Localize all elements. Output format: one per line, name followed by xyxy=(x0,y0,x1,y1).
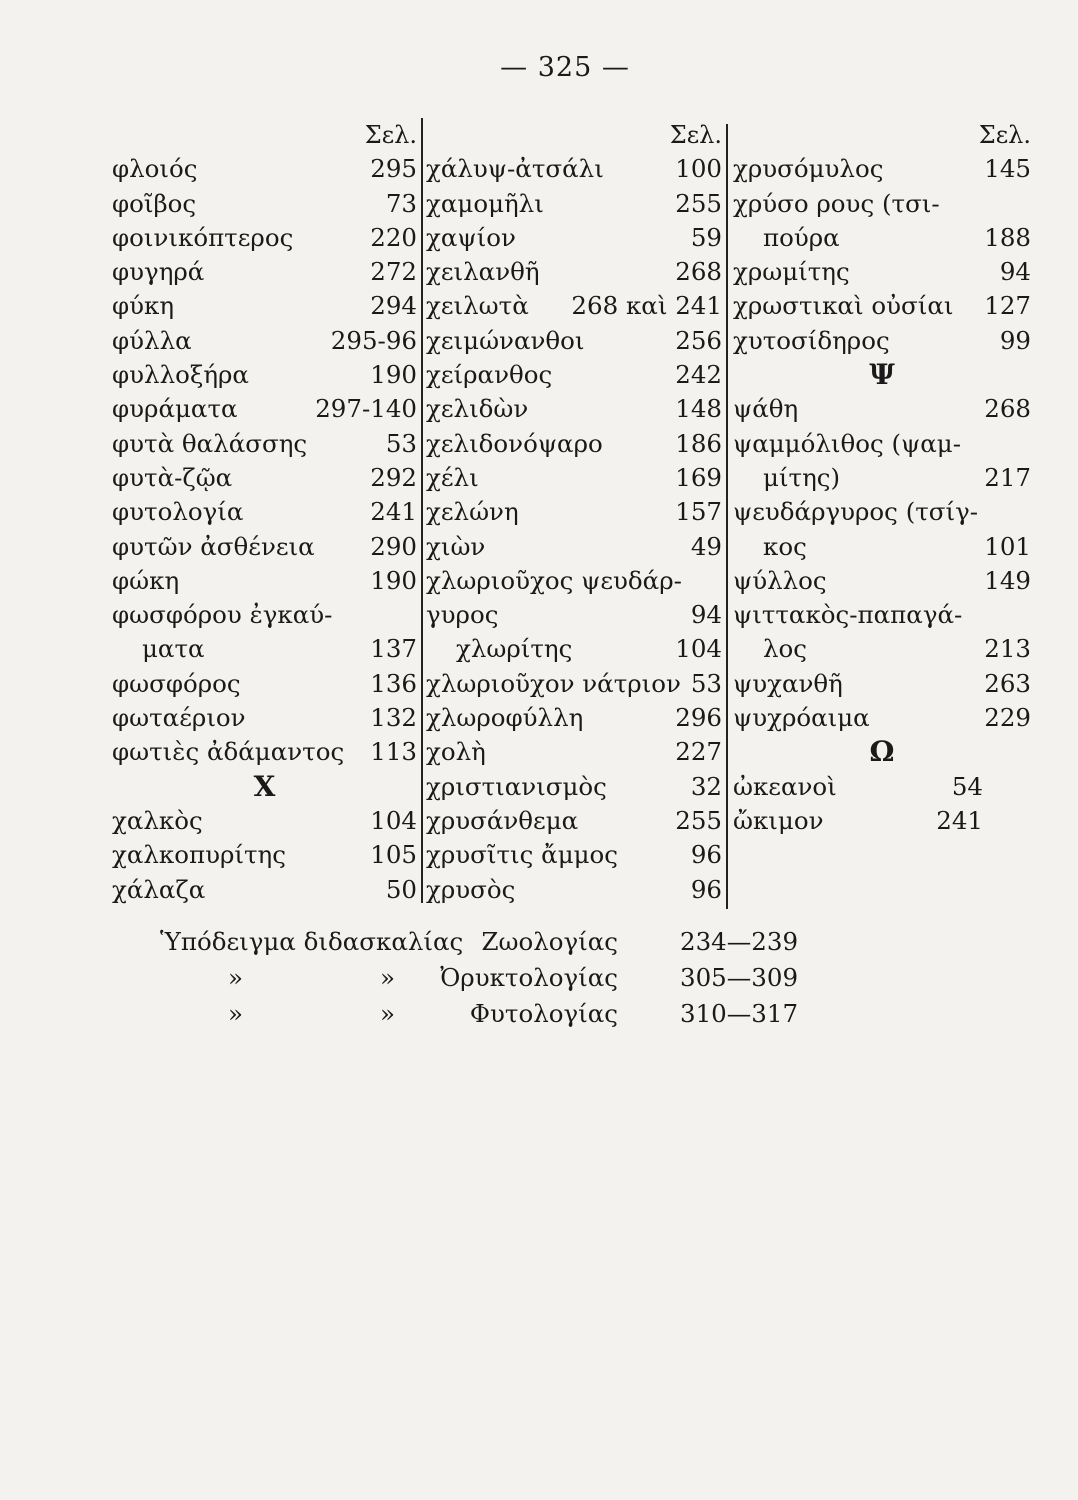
index-entry xyxy=(733,770,1031,804)
entry-page: 272 xyxy=(370,257,417,287)
entry-term: φυτὰ θαλάσσης xyxy=(112,428,308,458)
entry-term: χλωρίτης xyxy=(456,634,573,664)
section-heading xyxy=(733,358,1031,392)
column-divider-2 xyxy=(726,124,728,909)
entry-page: 169 xyxy=(675,462,722,492)
index-entry xyxy=(733,427,1031,461)
index-entry xyxy=(426,392,722,426)
entry-term: χελιδὼν xyxy=(426,394,529,424)
column-divider-1 xyxy=(421,118,423,903)
entry-term: χειλωτὰ xyxy=(426,291,529,321)
index-entry xyxy=(426,701,722,735)
entry-term: ψαμμόλιθος (ψαμ- xyxy=(733,428,962,458)
index-entry xyxy=(426,358,722,392)
index-entry xyxy=(733,221,1031,255)
entry-page: 113 xyxy=(370,737,417,767)
entry-page: 268 xyxy=(984,394,1031,424)
index-entry xyxy=(112,667,417,701)
footnote-row xyxy=(0,997,1078,1031)
index-column-3 xyxy=(733,118,1031,838)
page-column-label: Σελ. xyxy=(978,121,1031,149)
entry-term: ψύλλος xyxy=(733,565,827,595)
entry-term: μίτης) xyxy=(763,462,841,492)
entry-term: κος xyxy=(763,531,807,561)
index-entry xyxy=(426,564,722,598)
entry-page: 94 xyxy=(999,257,1031,287)
entry-page: 263 xyxy=(984,668,1031,698)
entry-term: χρυσὸς xyxy=(426,874,516,904)
entry-term: φυτῶν ἀσθένεια xyxy=(112,531,315,561)
entry-term: χαμομῆλι xyxy=(426,188,544,218)
entry-term: φυλλοξήρα xyxy=(112,360,249,390)
entry-page: 220 xyxy=(370,222,417,252)
section-letter: Ω xyxy=(869,735,895,769)
entry-term: χαλκοπυρίτης xyxy=(112,840,286,870)
entry-page: 229 xyxy=(984,703,1031,733)
entry-term: χρυσῖτις ἄμμος xyxy=(426,840,619,870)
entry-term: φώκη xyxy=(112,565,180,595)
entry-term: φωσφόρος xyxy=(112,668,241,698)
entry-term: ψυχανθῆ xyxy=(733,668,843,698)
index-entry xyxy=(112,187,417,221)
entry-term: ὠκεανοὶ xyxy=(733,771,837,801)
entry-page: 96 xyxy=(690,874,722,904)
entry-page: 217 xyxy=(984,462,1031,492)
entry-page: 132 xyxy=(370,703,417,733)
entry-term: πούρα xyxy=(763,222,840,252)
index-entry xyxy=(112,392,417,426)
entry-term: χλωριοῦχος ψευδάρ- xyxy=(426,565,682,595)
index-entry xyxy=(733,255,1031,289)
entry-term: χείρανθος xyxy=(426,360,553,390)
entry-term: λος xyxy=(763,634,807,664)
entry-term: χριστιανισμὸς xyxy=(426,771,607,801)
entry-term: χυτοσίδηρος xyxy=(733,325,890,355)
entry-term: γυρος xyxy=(426,600,499,630)
entry-page: 148 xyxy=(675,394,722,424)
entry-page: 59 xyxy=(690,222,722,252)
index-entry xyxy=(733,804,1031,838)
entry-page: 104 xyxy=(675,634,722,664)
entry-term: χλωριοῦχον νάτριον xyxy=(426,668,681,698)
index-entry xyxy=(112,838,417,872)
entry-term: φυτὰ-ζῷα xyxy=(112,462,233,492)
entry-term: φυράματα xyxy=(112,394,238,424)
entry-page: 99 xyxy=(999,325,1031,355)
entry-term: χλωροφύλλη xyxy=(426,703,584,733)
entry-page: 255 xyxy=(675,188,722,218)
entry-page: 256 xyxy=(675,325,722,355)
column-header xyxy=(112,118,417,152)
entry-page: 227 xyxy=(675,737,722,767)
entry-page: 242 xyxy=(675,360,722,390)
index-entry xyxy=(733,564,1031,598)
entry-term: χέλι xyxy=(426,462,479,492)
index-entry xyxy=(426,187,722,221)
entry-page: 136 xyxy=(370,668,417,698)
index-entry xyxy=(112,461,417,495)
entry-page: 296 xyxy=(675,703,722,733)
index-entry xyxy=(112,804,417,838)
entry-page: 53 xyxy=(385,428,417,458)
entry-term: χάλαζα xyxy=(112,874,206,904)
index-entry xyxy=(112,735,417,769)
entry-term: ψιττακὸς-παπαγά- xyxy=(733,600,963,630)
index-entry xyxy=(733,392,1031,426)
entry-term: ματα xyxy=(142,634,205,664)
entry-page: 268 καὶ 241 xyxy=(571,291,722,321)
entry-page: 100 xyxy=(675,154,722,184)
entry-term: ψάθη xyxy=(733,394,799,424)
footnote-subject: Ὀρυκτολογίας xyxy=(440,963,618,992)
index-entry xyxy=(733,632,1031,666)
footnote-intro: Ὑπόδειγμα διδασκαλίας xyxy=(160,927,464,956)
entry-page: 127 xyxy=(984,291,1031,321)
entry-page: 255 xyxy=(675,805,722,835)
entry-term: ὤκιμον xyxy=(733,805,824,835)
entry-term: φυτολογία xyxy=(112,497,244,527)
footnote-page-range: 305—309 xyxy=(680,963,799,992)
entry-page: 241 xyxy=(936,805,983,835)
index-entry xyxy=(112,152,417,186)
entry-term: χελώνη xyxy=(426,497,519,527)
ditto-mark: » xyxy=(380,999,395,1028)
teaching-examples-footnote xyxy=(0,925,1078,1035)
index-entry xyxy=(733,187,1031,221)
entry-page: 213 xyxy=(984,634,1031,664)
entry-term: φύκη xyxy=(112,291,175,321)
entry-term: φωταέριον xyxy=(112,703,246,733)
entry-term: χρύσο ρους (τσι- xyxy=(733,188,940,218)
index-entry xyxy=(426,735,722,769)
index-entry xyxy=(733,461,1031,495)
entry-page: 190 xyxy=(370,360,417,390)
section-letter: Χ xyxy=(253,769,276,803)
index-entry xyxy=(733,324,1031,358)
index-entry xyxy=(733,289,1031,323)
entry-page: 94 xyxy=(690,600,722,630)
index-column-1 xyxy=(112,118,417,907)
entry-term: χρωστικαὶ οὐσίαι xyxy=(733,291,954,321)
entry-term: φλοιός xyxy=(112,154,198,184)
entry-page: 290 xyxy=(370,531,417,561)
entry-term: φωσφόρου ἐγκαύ- xyxy=(112,600,333,630)
index-entry xyxy=(733,667,1031,701)
index-entry xyxy=(733,701,1031,735)
index-entry xyxy=(733,530,1031,564)
section-heading xyxy=(733,735,1031,769)
entry-page: 241 xyxy=(370,497,417,527)
index-entry xyxy=(112,427,417,461)
entry-term: ψευδάργυρος (τσίγ- xyxy=(733,497,979,527)
entry-page: 105 xyxy=(370,840,417,870)
footnote-page-range: 234—239 xyxy=(680,927,799,956)
index-entry xyxy=(426,427,722,461)
index-column-2 xyxy=(426,118,722,941)
entry-term: χαψίον xyxy=(426,222,516,252)
entry-term: χρυσάνθεμα xyxy=(426,805,579,835)
index-entry xyxy=(112,289,417,323)
entry-term: χειμώνανθοι xyxy=(426,325,585,355)
entry-term: φυγηρά xyxy=(112,257,205,287)
entry-term: χολὴ xyxy=(426,737,486,767)
entry-term: φύλλα xyxy=(112,325,192,355)
index-entry xyxy=(112,358,417,392)
index-entry xyxy=(426,530,722,564)
index-entry xyxy=(112,495,417,529)
entry-page: 186 xyxy=(675,428,722,458)
index-entry xyxy=(426,667,722,701)
index-entry xyxy=(426,461,722,495)
index-entry xyxy=(733,598,1031,632)
entry-page: 295 xyxy=(370,154,417,184)
page-column-label: Σελ. xyxy=(364,121,417,149)
section-letter: Ψ xyxy=(869,358,895,392)
entry-page: 190 xyxy=(370,565,417,595)
index-entry xyxy=(112,701,417,735)
ditto-mark: » xyxy=(228,999,243,1028)
index-entry xyxy=(112,564,417,598)
index-entry xyxy=(426,324,722,358)
entry-page: 73 xyxy=(385,188,417,218)
ditto-mark: » xyxy=(380,963,395,992)
entry-page: 54 xyxy=(951,771,983,801)
entry-page: 295-96 xyxy=(330,325,417,355)
entry-page: 50 xyxy=(385,874,417,904)
index-entry xyxy=(426,804,722,838)
index-entry xyxy=(112,598,417,632)
entry-page: 292 xyxy=(370,462,417,492)
entry-page: 53 xyxy=(690,668,722,698)
column-header xyxy=(426,118,722,152)
entry-page: 268 xyxy=(675,257,722,287)
footnote-page-range: 310—317 xyxy=(680,999,799,1028)
index-entry xyxy=(426,838,722,872)
entry-page: 96 xyxy=(690,840,722,870)
entry-page: 294 xyxy=(370,291,417,321)
entry-term: χιὼν xyxy=(426,531,486,561)
entry-page: 188 xyxy=(984,222,1031,252)
ditto-mark: » xyxy=(228,963,243,992)
index-entry xyxy=(112,632,417,666)
entry-term: χρωμίτης xyxy=(733,257,850,287)
entry-term: φωτιὲς ἀδάμαντος xyxy=(112,737,345,767)
index-entry xyxy=(426,255,722,289)
entry-term: χάλυψ-ἀτσάλι xyxy=(426,154,604,184)
entry-term: χελιδονόψαρο xyxy=(426,428,603,458)
entry-page: 297-140 xyxy=(315,394,417,424)
column-header xyxy=(733,118,1031,152)
footnote-row xyxy=(0,925,1078,959)
index-entry xyxy=(112,530,417,564)
footnote-subject: Φυτολογίας xyxy=(469,999,618,1028)
index-entry xyxy=(733,152,1031,186)
entry-term: χαλκὸς xyxy=(112,805,203,835)
index-entry xyxy=(426,770,722,804)
entry-term: φοῖβος xyxy=(112,188,197,218)
section-heading xyxy=(112,770,417,804)
entry-term: φοινικόπτερος xyxy=(112,222,294,252)
page-column-label: Σελ. xyxy=(669,121,722,149)
index-entry xyxy=(112,324,417,358)
index-entry xyxy=(426,495,722,529)
entry-term: χρυσόμυλος xyxy=(733,154,884,184)
entry-term: ψυχρόαιμα xyxy=(733,703,870,733)
index-entry xyxy=(112,255,417,289)
index-entry xyxy=(733,495,1031,529)
index-entry xyxy=(426,598,722,632)
index-entry xyxy=(426,152,722,186)
entry-page: 137 xyxy=(370,634,417,664)
index-entry xyxy=(426,632,722,666)
entry-page: 104 xyxy=(370,805,417,835)
page-number: — 325 — xyxy=(500,52,630,83)
entry-page: 157 xyxy=(675,497,722,527)
footnote-row xyxy=(0,961,1078,995)
index-entry xyxy=(112,873,417,907)
entry-page: 149 xyxy=(984,565,1031,595)
entry-term: χειλανθῆ xyxy=(426,257,540,287)
entry-page: 101 xyxy=(984,531,1031,561)
index-entry xyxy=(426,221,722,255)
entry-page: 145 xyxy=(984,154,1031,184)
footnote-subject: Ζωολογίας xyxy=(481,927,618,956)
entry-page: 49 xyxy=(690,531,722,561)
index-entry xyxy=(112,221,417,255)
index-entry xyxy=(426,873,722,907)
entry-page: 32 xyxy=(690,771,722,801)
index-entry xyxy=(426,289,722,323)
